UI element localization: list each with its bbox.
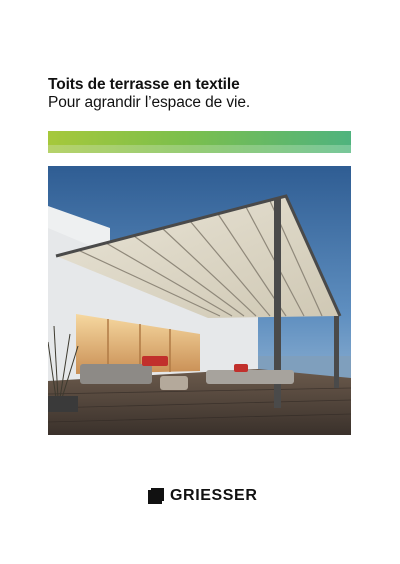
brand-logo [148, 486, 258, 506]
page-subtitle: Pour agrandir l’espace de vie. [48, 94, 251, 111]
brand-name: GRIESSER [170, 487, 258, 504]
cushion-red [142, 356, 168, 366]
griesser-logo-icon [148, 488, 164, 504]
coffee-table [160, 376, 188, 390]
roof-post-back [334, 316, 339, 388]
terrace-roof-photo [48, 166, 351, 435]
accent-gradient-band [48, 145, 351, 153]
accent-gradient-bar [48, 131, 351, 153]
page-title: Toits de terrasse en textile [48, 76, 240, 93]
planter [48, 396, 78, 412]
sofa-right [206, 370, 294, 384]
terrace-roof-illustration [48, 166, 351, 435]
sofa-left [80, 364, 152, 384]
cushion-red-right [234, 364, 248, 372]
